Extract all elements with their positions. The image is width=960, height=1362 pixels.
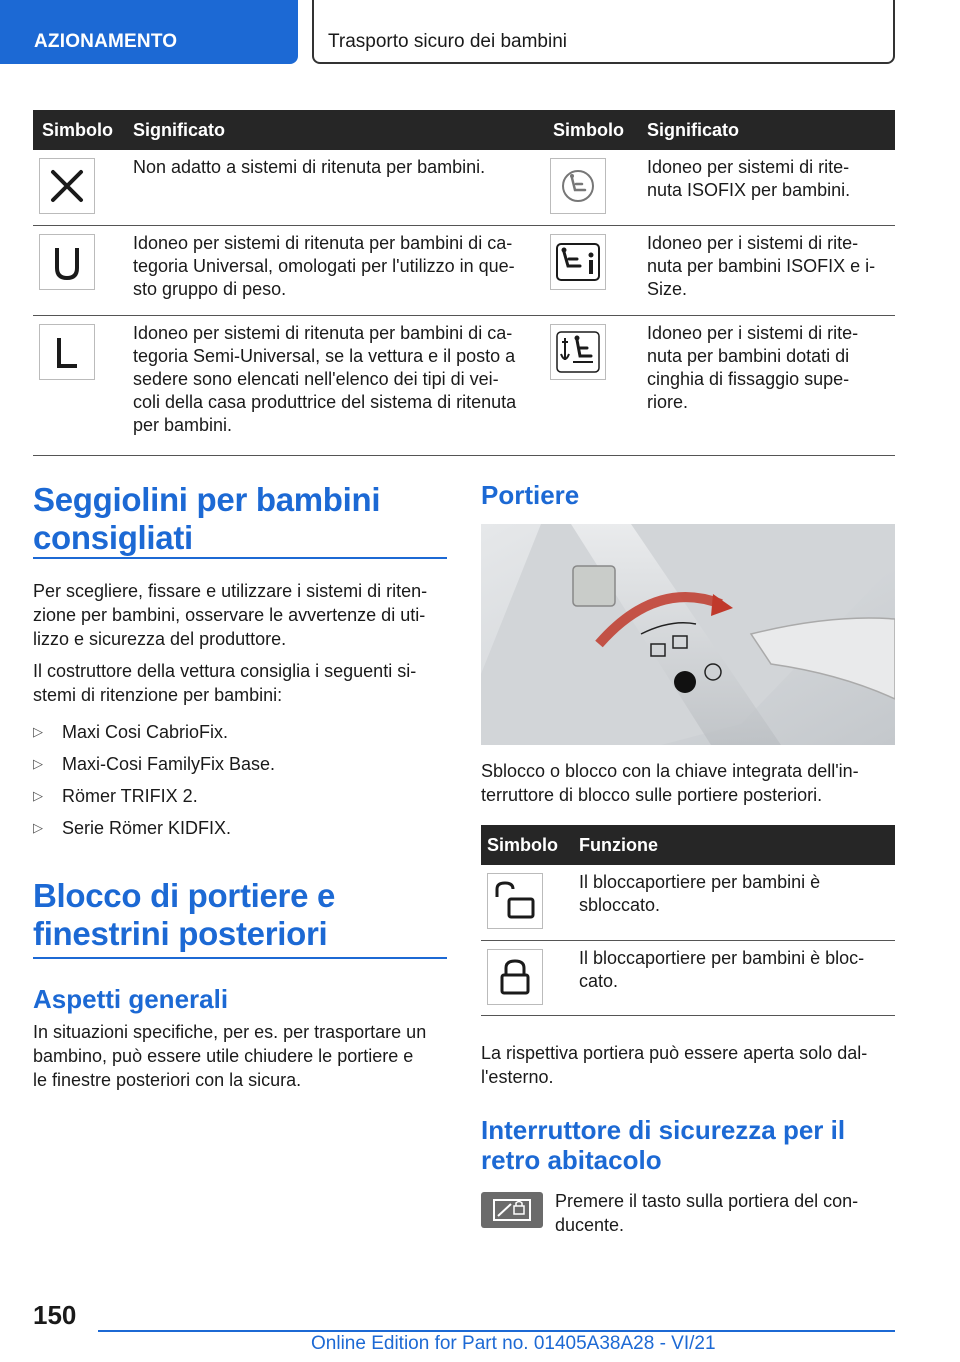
- locked-icon: [487, 949, 543, 1005]
- heading-rule: [33, 557, 447, 559]
- symbol-cell: [481, 940, 571, 1015]
- door-lock-photo: [481, 524, 895, 745]
- list-item-text: Römer TRIFIX 2.: [62, 786, 198, 806]
- col-header-meaning: Significato: [638, 110, 895, 150]
- seats-paragraph-1: Per scegliere, fissare e utilizzare i sistemi di riten- zione per bambini, osservare le avvertenze di uti- lizzo e sicurezza del produttore.: [33, 581, 428, 649]
- meaning-cell: [124, 150, 544, 225]
- edition-info: Online Edition for Part no. 01405A38A28 - VI/21: [311, 1333, 716, 1354]
- symbol-cell: [33, 315, 124, 455]
- seats-paragraph-2: Il costruttore della vettura consiglia i seguenti si- stemi di ritenzione per bambini:: [33, 661, 417, 705]
- symbol-cell: [33, 225, 124, 315]
- heading-safety-switch: [481, 1115, 895, 1175]
- page-number: 150: [33, 1300, 77, 1330]
- table-row: [481, 865, 895, 940]
- table-row: [481, 940, 895, 1015]
- letter-u-icon: [39, 234, 95, 290]
- isofix-isize-icon: [550, 234, 606, 290]
- chapter-title-box: [312, 0, 895, 64]
- cross-icon: [39, 158, 95, 214]
- heading-text: Interruttore di sicurezza per il retro abitacolo: [481, 1115, 846, 1175]
- table-row: [33, 315, 895, 455]
- symbol-cell: [544, 150, 638, 225]
- bullet-icon: ▷: [33, 788, 43, 803]
- photo-caption: Sblocco o blocco con la chiave integrata dell'in- terruttore di blocco sulle portiere posteriori.: [481, 761, 859, 805]
- section-tab: [0, 0, 298, 64]
- heading-rule: [33, 957, 447, 959]
- heading-text: Blocco di portiere e finestrini posteriori: [33, 877, 336, 952]
- list-item-text: Maxi-Cosi FamilyFix Base.: [62, 754, 276, 774]
- col-header-symbol: Simbolo: [481, 825, 571, 865]
- symbol-cell: [544, 315, 638, 455]
- list-item-text: Serie Römer KIDFIX.: [62, 818, 232, 838]
- meaning-text: Idoneo per i sistemi di rite- nuta per bambini ISOFIX e i- Size.: [647, 232, 876, 299]
- function-cell: [571, 940, 895, 1015]
- chapter-title: Trasporto sicuro dei bambini: [328, 31, 568, 52]
- meaning-cell: [638, 225, 895, 315]
- subheading-general: Aspetti generali: [33, 984, 229, 1014]
- meaning-text: Idoneo per sistemi di ritenuta per bambini di ca- tegoria Semi-Universal, se la vettura e il posto a sedere sono elencati nell'elenco dei tipi di vei- coli della casa produttrice del sistema di ritenuta per bambini.: [133, 322, 517, 435]
- col-header-meaning: Significato: [124, 110, 544, 150]
- bullet-icon: ▷: [33, 756, 43, 771]
- function-cell: [571, 865, 895, 940]
- symbol-cell: [33, 150, 124, 225]
- function-text: Il bloccaportiere per bambini è bloc- cato.: [579, 947, 865, 991]
- col-header-symbol: Simbolo: [33, 110, 124, 150]
- isofix-seat-icon: [550, 158, 606, 214]
- meaning-cell: [638, 150, 895, 225]
- symbols-table: [33, 110, 895, 456]
- symbols-table-header: [33, 110, 895, 150]
- bullet-icon: ▷: [33, 724, 43, 739]
- col-header-symbol: Simbolo: [544, 110, 638, 150]
- meaning-text: Idoneo per sistemi di ritenuta per bambini di ca- tegoria Universal, omologati per l'utilizzo in que- sto gruppo di peso.: [133, 232, 515, 299]
- door-table-header: [481, 825, 895, 865]
- heading-doors: Portiere: [481, 480, 580, 510]
- meaning-text: Non adatto a sistemi di ritenuta per bambini.: [133, 157, 486, 177]
- col-header-function: Funzione: [571, 825, 895, 865]
- list-item-text: Maxi Cosi CabrioFix.: [62, 722, 229, 742]
- symbol-cell: [481, 865, 571, 940]
- heading-recommended-seats: [33, 481, 447, 557]
- table-row: [33, 225, 895, 315]
- window-lock-button-icon: [481, 1192, 543, 1228]
- letter-l-icon: [39, 324, 95, 380]
- top-tether-icon: [550, 324, 606, 380]
- meaning-text: Idoneo per sistemi di rite- nuta ISOFIX per bambini.: [647, 157, 851, 200]
- door-function-table: [481, 825, 895, 1016]
- meaning-text: Idoneo per i sistemi di rite- nuta per bambini dotati di cinghia di fissaggio supe- riore.: [647, 322, 859, 412]
- section-label: AZIONAMENTO: [34, 31, 178, 52]
- footer-rule: [98, 1330, 895, 1332]
- symbol-cell: [544, 225, 638, 315]
- meaning-cell: [124, 225, 544, 315]
- lock-paragraph: In situazioni specifiche, per es. per trasportare un bambino, può essere utile chiudere le portiere e le finestre posteriori con la sicura.: [33, 1022, 427, 1090]
- switch-text: Premere il tasto sulla portiera del con- ducente.: [555, 1191, 859, 1235]
- door-after-text: La rispettiva portiera può essere aperta solo dal- l'esterno.: [481, 1043, 868, 1087]
- table-row: [33, 150, 895, 225]
- unlocked-icon: [487, 873, 543, 929]
- meaning-cell: [638, 315, 895, 455]
- heading-text: Seggiolini per bambini consigliati: [33, 481, 381, 556]
- heading-door-window-lock: [33, 877, 447, 953]
- meaning-cell: [124, 315, 544, 455]
- function-text: Il bloccaportiere per bambini è sbloccato.: [579, 872, 821, 915]
- bullet-icon: ▷: [33, 820, 43, 835]
